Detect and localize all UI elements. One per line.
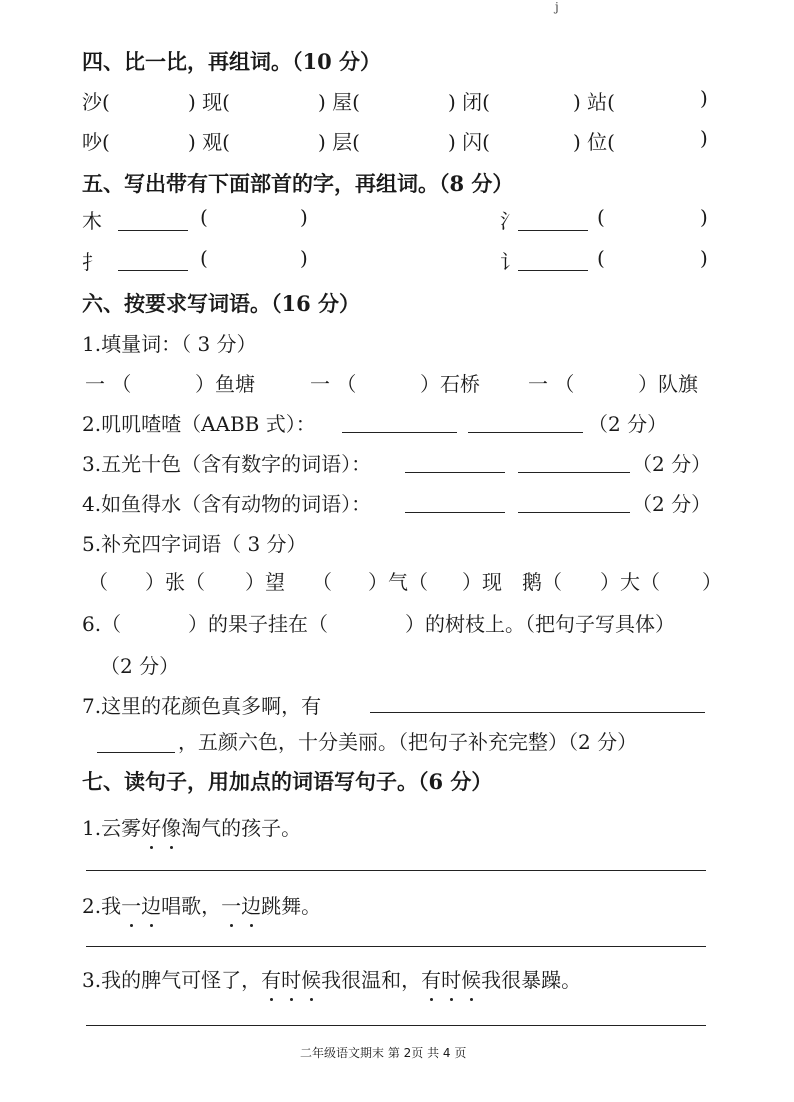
s6-q6-a: 6.（ (82, 612, 122, 636)
s6-q4-score: （2 分） (632, 492, 712, 516)
s6-q3: 3.五光十色（含有数字的词语）： (82, 452, 372, 476)
s7-q1 (82, 812, 301, 841)
s6-q7-blank-2[interactable] (97, 752, 175, 753)
s6-q1-f: ）队旗 (638, 372, 698, 396)
s6-q5-h: ）大（ (600, 570, 660, 594)
dotted-char: 一 (221, 890, 241, 919)
s6-q5-e: ）气（ (368, 570, 428, 594)
s7-q2-post: 跳舞。 (261, 894, 322, 918)
s6-q5-c: ）望 (245, 570, 285, 594)
s4-row1-e: ) 站( (573, 90, 615, 114)
dotted-char: 像 (161, 812, 181, 841)
s5-paren-1a: ( (200, 205, 208, 229)
s5-blank-1[interactable] (118, 230, 188, 231)
s7-q3-mid: 我很温和， (321, 968, 422, 992)
s4-row1-c: ) 屋( (318, 90, 360, 114)
s6-q2-score: （2 分） (588, 412, 668, 436)
s6-q2-blank-2[interactable] (468, 432, 583, 433)
s6-q6-b: ）的果子挂在（ (188, 612, 328, 636)
s7-q1-answer-line[interactable] (86, 870, 706, 871)
s6-q5-b: ）张（ (145, 570, 205, 594)
s7-q2 (82, 890, 321, 919)
dotted-char: 有 (261, 964, 281, 993)
dotted-char: 好 (141, 812, 161, 841)
s5-radical-2: 氵 (500, 209, 520, 233)
dotted-char: 边 (141, 890, 161, 919)
s4-row1-a: 沙( (82, 90, 110, 114)
s6-q1-c: 一 （ (310, 372, 357, 396)
s6-q3-blank-2[interactable] (518, 472, 630, 473)
s4-row2-c: ) 层( (318, 130, 360, 154)
s4-row2-e: ) 位( (573, 130, 615, 154)
s5-radical-4: 讠 (500, 250, 520, 274)
dotted-char: 时 (441, 964, 461, 993)
s4-row1-d: ) 闭( (448, 90, 490, 114)
s5-paren-4b: ) (700, 246, 708, 270)
s5-blank-3[interactable] (118, 270, 188, 271)
s7-q1-post: 淘气的孩子。 (181, 816, 302, 840)
s5-blank-2[interactable] (518, 230, 588, 231)
s6-q3-blank-1[interactable] (405, 472, 505, 473)
s6-q1: 1.填量词：（ 3 分） (82, 332, 257, 356)
dotted-char: 一 (121, 890, 141, 919)
s5-blank-4[interactable] (518, 270, 588, 271)
s4-row1-b: ) 现( (188, 90, 230, 114)
s6-q6-score: （2 分） (100, 654, 180, 678)
s7-q3-post: 我很暴躁。 (481, 968, 582, 992)
dotted-char: 时 (281, 964, 301, 993)
s4-row1-f: ) (700, 86, 708, 110)
s6-q1-b: ）鱼塘 (195, 372, 255, 396)
s6-q6-c: ）的树枝上。（把句子写具体） (405, 612, 675, 636)
s5-radical-1: 木 (82, 209, 102, 233)
s6-q5-i: ） (702, 570, 722, 594)
s6-q7-a: 7.这里的花颜色真多啊，有 (82, 694, 322, 718)
dotted-char: 边 (241, 890, 261, 919)
top-mark: j (555, 0, 559, 14)
s4-row2-d: ) 闪( (448, 130, 490, 154)
s5-paren-1b: ) (300, 205, 308, 229)
s7-q1-pre: 1.云雾 (82, 816, 142, 840)
s6-q4-blank-2[interactable] (518, 512, 630, 513)
s6-q4: 4.如鱼得水（含有动物的词语）： (82, 492, 372, 516)
s6-q1-a: 一 （ (85, 372, 132, 396)
s6-q1-d: ）石桥 (420, 372, 480, 396)
s6-q2-blank-1[interactable] (342, 432, 457, 433)
s5-paren-2a: ( (597, 205, 605, 229)
s5-paren-4a: ( (597, 246, 605, 270)
section-6-heading: 六、按要求写词语。（16 分） (82, 291, 361, 316)
s4-row2-f: ) (700, 126, 708, 150)
dotted-char: 有 (421, 964, 441, 993)
s7-q2-pre: 2.我 (82, 894, 122, 918)
s7-q1-dotted (141, 816, 181, 840)
section-4-heading: 四、比一比，再组词。（10 分） (82, 49, 382, 74)
s6-q5-f: ）现 (462, 570, 502, 594)
s7-q3-pre: 3.我的脾气可怪了， (82, 968, 262, 992)
s6-q5-a: （ (88, 570, 108, 594)
s5-paren-3a: ( (200, 246, 208, 270)
section-5-heading: 五、写出带有下面部首的字，再组词。（8 分） (82, 171, 514, 196)
s7-q3 (82, 964, 581, 993)
s6-q5-g: 鹅（ (522, 570, 562, 594)
s6-q7-blank-1[interactable] (370, 712, 705, 713)
section-7-heading: 七、读句子，用加点的词语写句子。（6 分） (82, 769, 493, 794)
s5-paren-2b: ) (700, 205, 708, 229)
s6-q2: 2.叽叽喳喳（AABB 式）： (82, 412, 316, 436)
s7-q3-answer-line[interactable] (86, 1025, 706, 1026)
s4-row2-a: 吵( (82, 130, 110, 154)
s4-row2-b: ) 观( (188, 130, 230, 154)
s7-q2-answer-line[interactable] (86, 946, 706, 947)
s6-q3-score: （2 分） (632, 452, 712, 476)
s7-q2-mid: 唱歌， (161, 894, 222, 918)
s6-q4-blank-1[interactable] (405, 512, 505, 513)
dotted-char: 候 (461, 964, 481, 993)
s6-q5: 5.补充四字词语（ 3 分） (82, 532, 307, 556)
dotted-char: 候 (301, 964, 321, 993)
s5-radical-3: 扌 (82, 250, 102, 274)
page-footer: 二年级语文期末 第 2页 共 4 页 (300, 1046, 467, 1060)
s6-q7-b: ，五颜六色，十分美丽。（把句子补充完整）（2 分） (178, 730, 638, 754)
s6-q5-d: （ (312, 570, 332, 594)
s5-paren-3b: ) (300, 246, 308, 270)
s6-q1-e: 一 （ (528, 372, 575, 396)
